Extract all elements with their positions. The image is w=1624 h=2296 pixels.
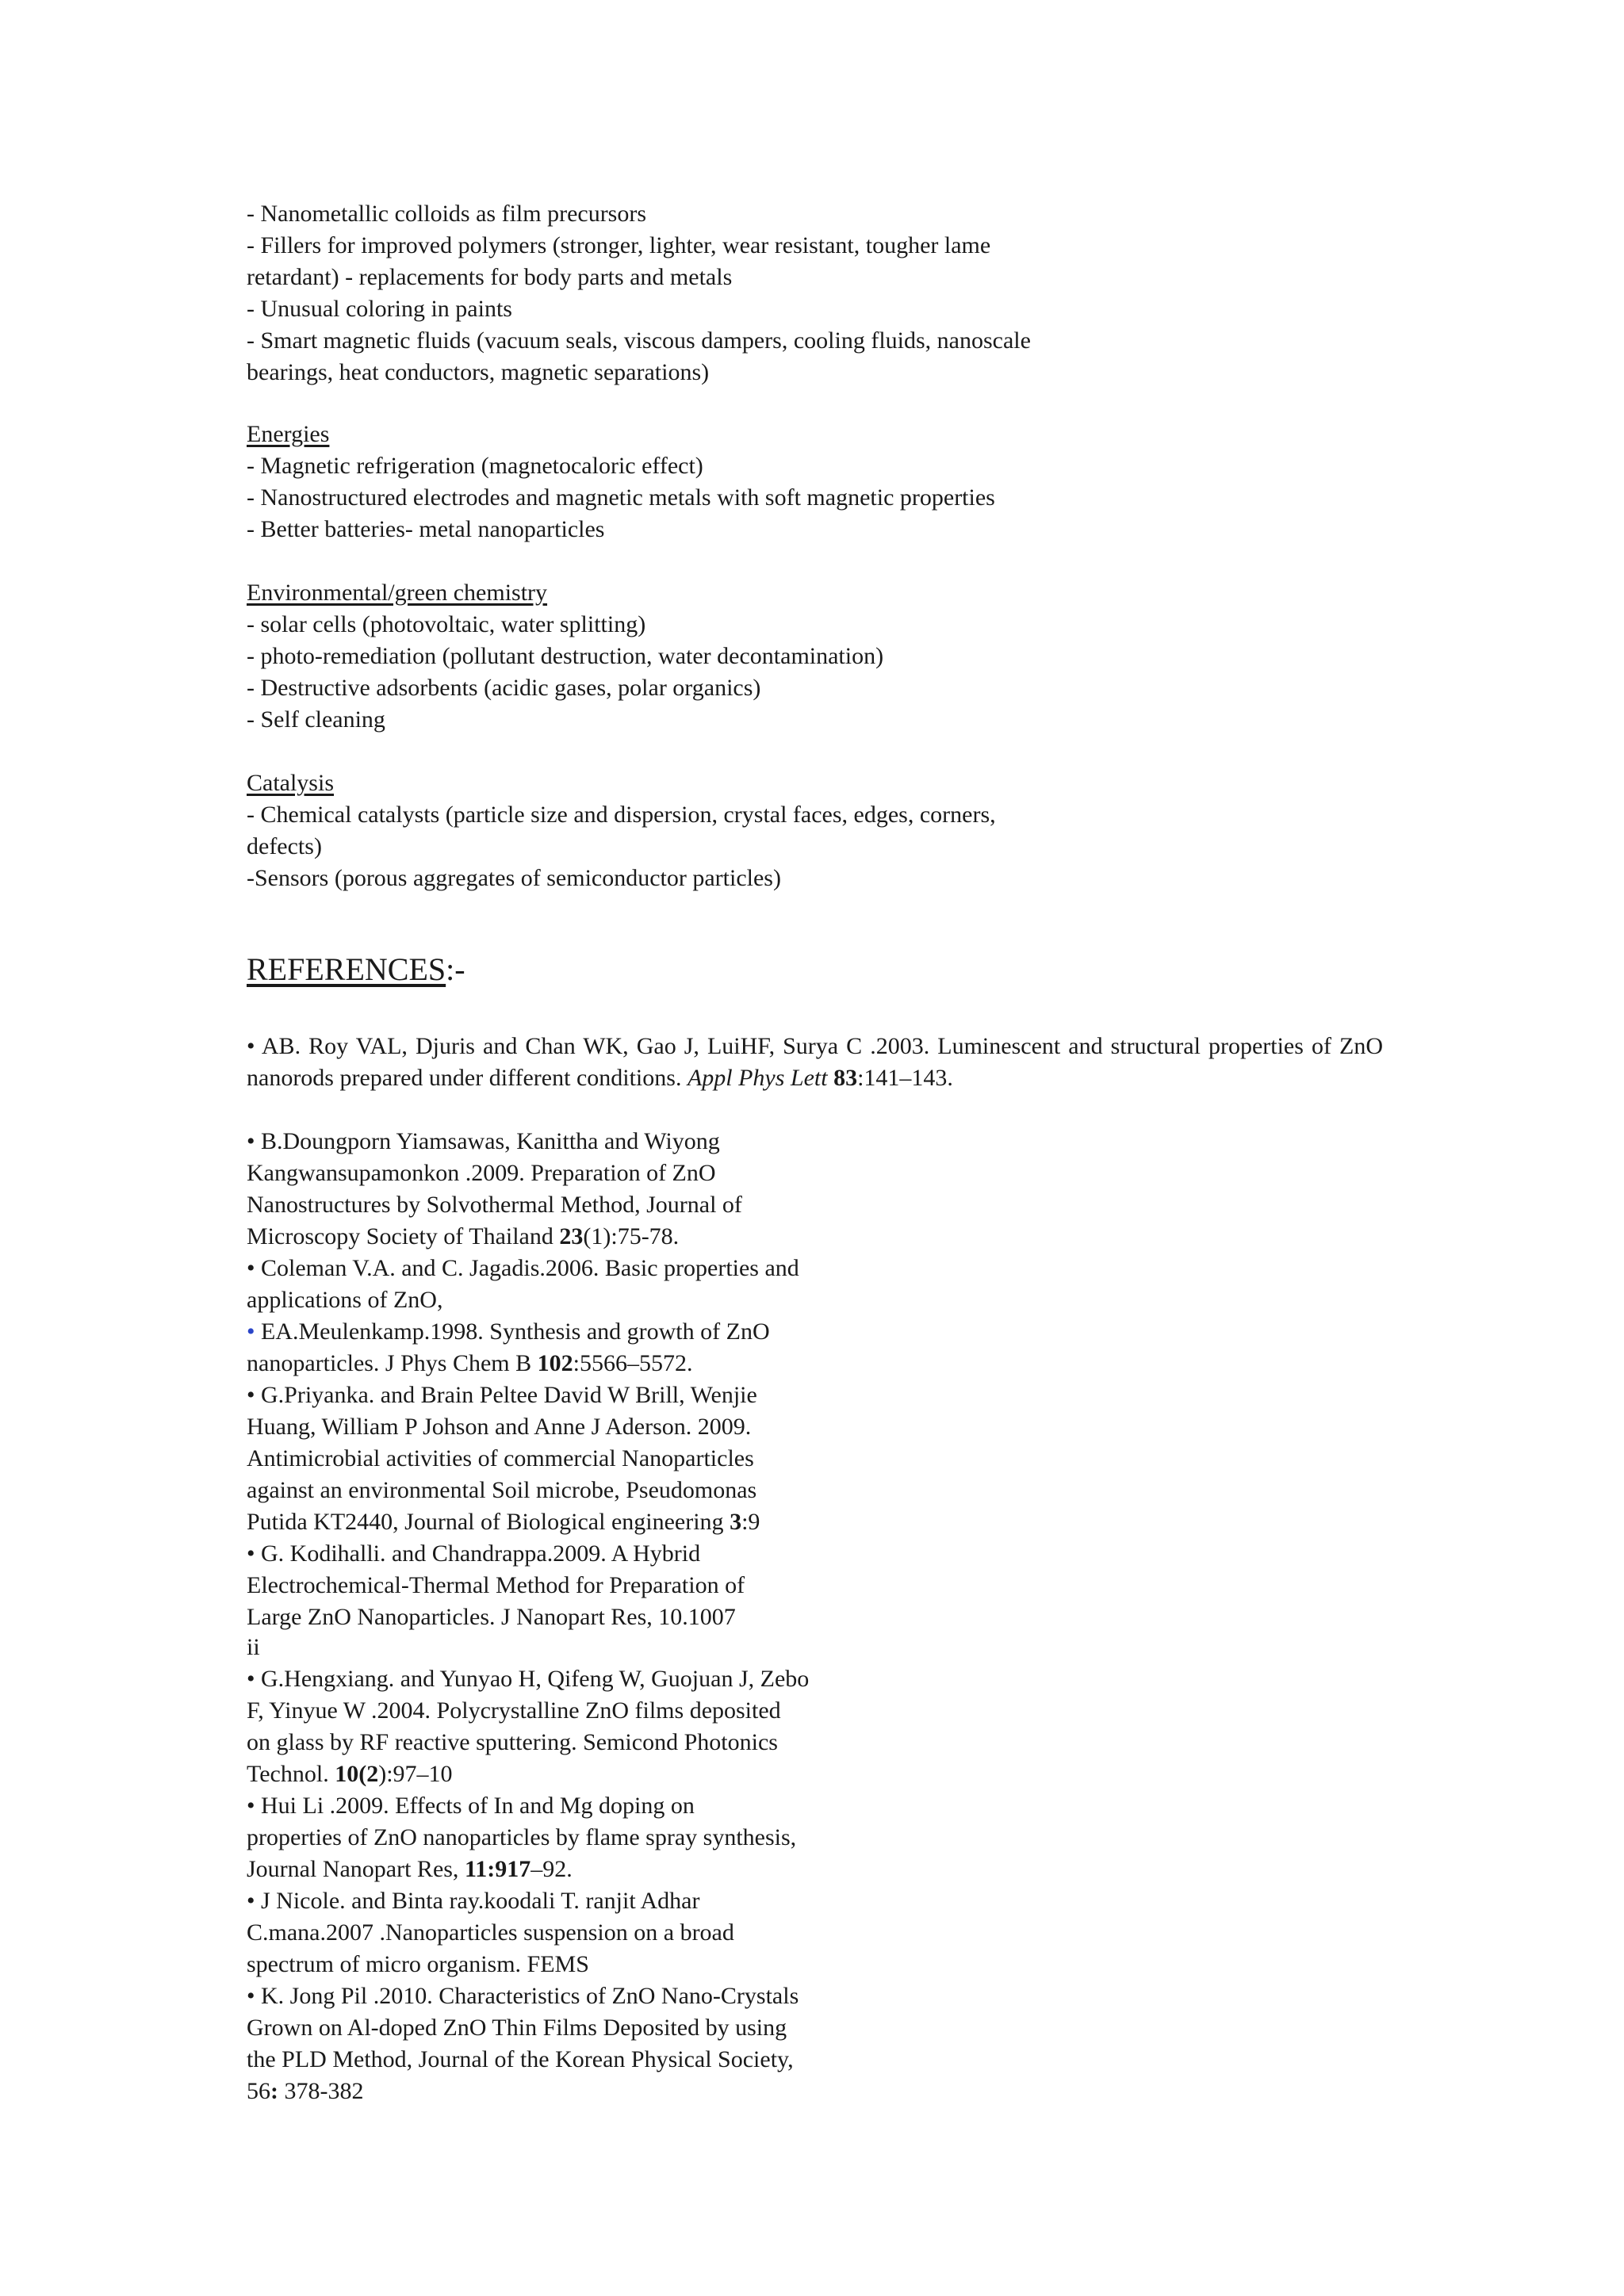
application-item: - Unusual coloring in paints (247, 296, 512, 322)
reference-text (828, 1065, 834, 1091)
reference-line: • J Nicole. and Binta ray.koodali T. ranjit Adhar (247, 1888, 700, 1914)
reference-line: Electrochemical-Thermal Method for Preparation of (247, 1572, 745, 1598)
reference-line: properties of ZnO nanoparticles by flame spray synthesis, (247, 1824, 797, 1850)
references-heading (247, 950, 465, 989)
reference-line: Kangwansupamonkon .2009. Preparation of ZnO (247, 1160, 716, 1186)
reference-line: applications of ZnO, (247, 1287, 443, 1313)
reference-line: Grown on Al-doped ZnO Thin Films Deposited by using (247, 2015, 787, 2041)
application-item: bearings, heat conductors, magnetic separations) (247, 359, 710, 385)
reference-text: Putida KT2440, Journal of Biological engineering (247, 1509, 730, 1535)
reference-line (247, 2076, 364, 2107)
reference-line (247, 1758, 453, 1790)
reference-line: Antimicrobial activities of commercial Nanoparticles (247, 1445, 754, 1471)
reference-journal: Appl Phys Lett (687, 1065, 828, 1091)
reference-volume: 83 (833, 1065, 858, 1091)
reference-line: spectrum of micro organism. FEMS (247, 1951, 589, 1977)
reference-line: • G.Priyanka. and Brain Peltee David W Brill, Wenjie (247, 1382, 757, 1408)
catalysis-item: defects) (247, 833, 322, 859)
reference-line: C.mana.2007 .Nanoparticles suspension on a broad (247, 1919, 734, 1946)
reference-line (247, 1348, 692, 1380)
reference-volume: : (270, 2078, 278, 2104)
section-heading-environmental: Environmental/green chemistry (247, 580, 548, 606)
section-heading-catalysis: Catalysis (247, 770, 334, 796)
reference-line: • K. Jong Pil .2010. Characteristics of ZnO Nano-Crystals (247, 1983, 799, 2009)
reference-line: Nanostructures by Solvothermal Method, Journal of (247, 1192, 742, 1218)
reference-volume: 11:917 (464, 1856, 531, 1882)
reference-line: • G. Kodihalli. and Chandrappa.2009. A Hybrid (247, 1540, 701, 1567)
reference-line: • G.Hengxiang. and Yunyao H, Qifeng W, Guojuan J, Zebo (247, 1666, 810, 1692)
reference-line (247, 1854, 573, 1885)
catalysis-item: - Chemical catalysts (particle size and dispersion, crystal faces, edges, corners, (247, 802, 996, 828)
reference-line (247, 1221, 679, 1253)
environmental-item: - Self cleaning (247, 706, 385, 733)
reference-text: (1):75-78. (583, 1223, 680, 1249)
reference-text: :5566–5572. (573, 1350, 693, 1376)
reference-text: 378-382 (278, 2078, 364, 2104)
reference-volume: 102 (537, 1350, 573, 1376)
reference-text: • AB. Roy VAL, Djuris and Chan WK, Gao J, LuiHF, Surya C .2003. Luminescent and structural properties of ZnO nanorods prepared under different conditions. (247, 1033, 1383, 1091)
reference-line: F, Yinyue W .2004. Polycrystalline ZnO films deposited (247, 1697, 781, 1724)
reference-line: • Coleman V.A. and C. Jagadis.2006. Basic properties and (247, 1255, 799, 1281)
reference-text: Technol. (247, 1761, 335, 1787)
catalysis-item: -Sensors (porous aggregates of semiconductor particles) (247, 865, 781, 891)
environmental-item: - photo-remediation (pollutant destruction, water decontamination) (247, 643, 884, 669)
application-item: - Fillers for improved polymers (stronger, lighter, wear resistant, tougher lame (247, 232, 991, 258)
reference-line: • Hui Li .2009. Effects of In and Mg doping on (247, 1793, 695, 1819)
reference-text: nanoparticles. J Phys Chem B (247, 1350, 538, 1376)
reference-line: against an environmental Soil microbe, Pseudomonas (247, 1477, 757, 1503)
application-item: retardant) - replacements for body parts and metals (247, 264, 733, 290)
reference-text: Journal Nanopart Res, (247, 1856, 465, 1882)
reference-line (247, 1506, 760, 1538)
reference-line (247, 1316, 770, 1348)
energies-item: - Nanostructured electrodes and magnetic metals with soft magnetic properties (247, 484, 995, 511)
references-heading-text: REFERENCES (247, 951, 446, 987)
section-heading-energies: Energies (247, 421, 330, 447)
reference-text: EA.Meulenkamp.1998. Synthesis and growth of ZnO (261, 1318, 770, 1345)
reference-text: :141–143. (857, 1065, 953, 1091)
reference-line: Huang, William P Johson and Anne J Aderson. 2009. (247, 1414, 752, 1440)
reference-text: ):97–10 (378, 1761, 453, 1787)
reference-line: the PLD Method, Journal of the Korean Physical Society, (247, 2046, 794, 2072)
reference-text: –92. (530, 1856, 573, 1882)
references-heading-suffix: :- (446, 951, 465, 987)
environmental-item: - solar cells (photovoltaic, water splitting) (247, 611, 646, 637)
application-item: - Nanometallic colloids as film precursors (247, 201, 647, 227)
reference-text: Microscopy Society of Thailand (247, 1223, 560, 1249)
reference-line: Large ZnO Nanoparticles. J Nanopart Res, 10.1007 (247, 1604, 736, 1630)
reference-entry (247, 1031, 1383, 1094)
energies-item: - Better batteries- metal nanoparticles (247, 516, 605, 542)
reference-volume: 10(2 (335, 1761, 379, 1787)
application-item: - Smart magnetic fluids (vacuum seals, viscous dampers, cooling fluids, nanoscale (247, 327, 1031, 354)
environmental-item: - Destructive adsorbents (acidic gases, polar organics) (247, 675, 761, 701)
reference-line: • B.Doungporn Yiamsawas, Kanittha and Wiyong (247, 1128, 720, 1154)
reference-volume: 23 (559, 1223, 584, 1249)
energies-item: - Magnetic refrigeration (magnetocaloric effect) (247, 453, 703, 479)
reference-text: :9 (741, 1509, 760, 1535)
reference-volume: 3 (730, 1509, 742, 1535)
reference-line: ii (247, 1634, 260, 1660)
reference-text: 56 (247, 2078, 270, 2104)
reference-line: on glass by RF reactive sputtering. Semicond Photonics (247, 1729, 778, 1755)
bullet-blue: • (247, 1318, 262, 1345)
